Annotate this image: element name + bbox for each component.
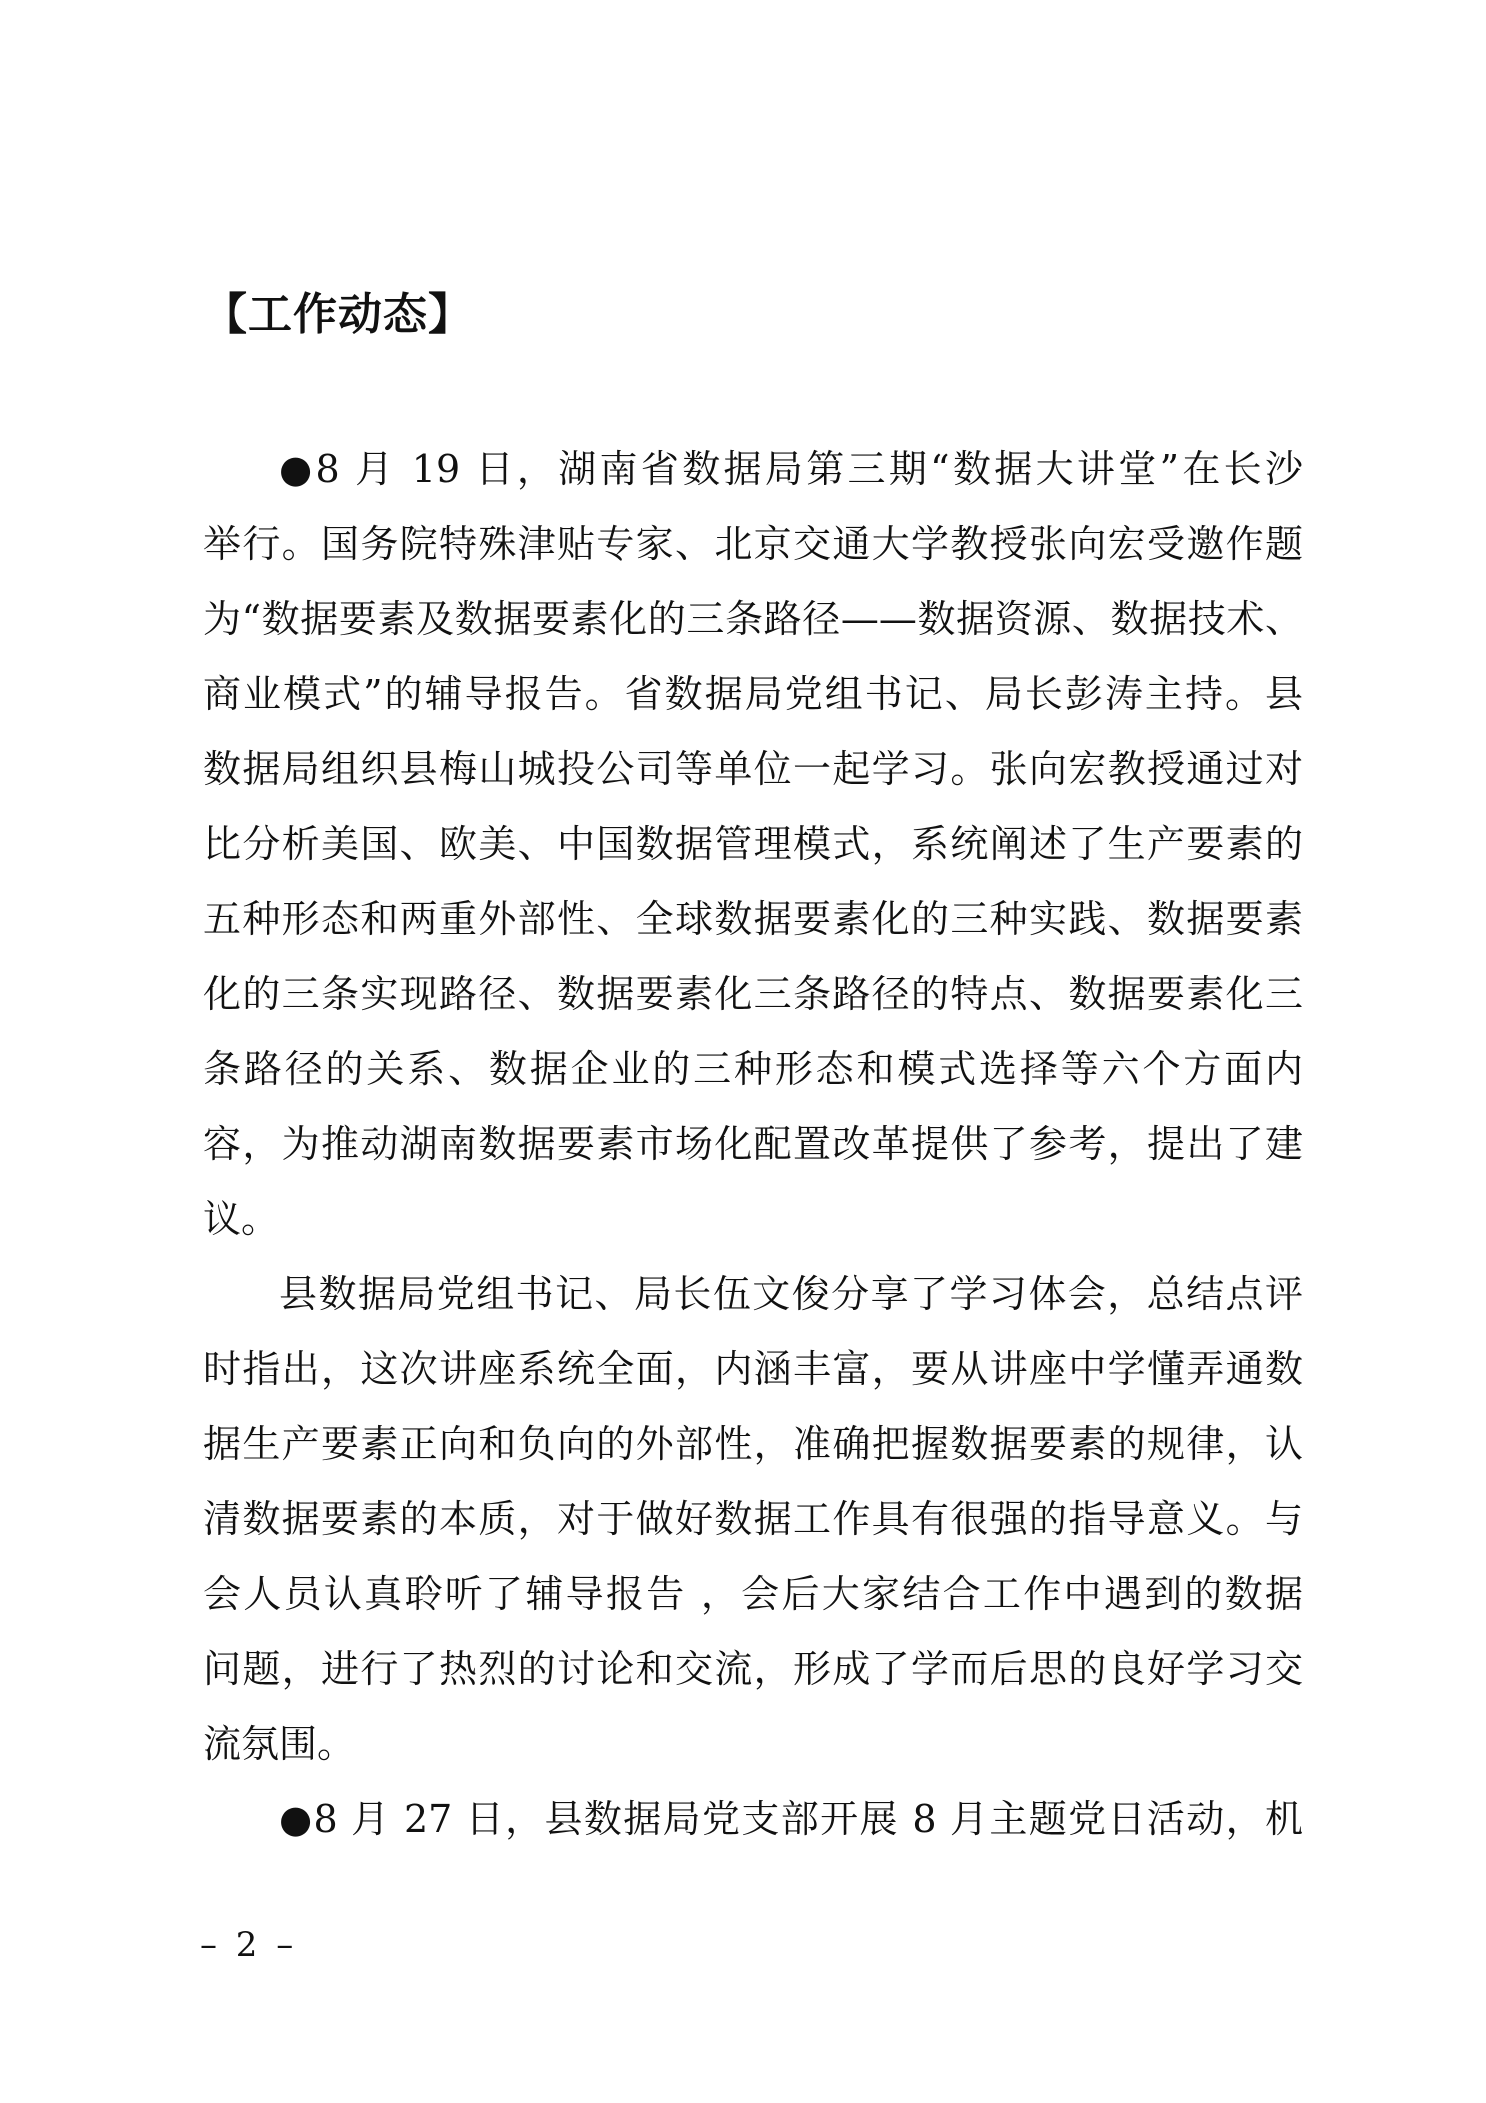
text-line: ●8 月 27 日，县数据局党支部开展 8 月主题党日活动，机 (279, 1797, 1303, 1841)
text-line: 为“数据要素及数据要素化的三条路径——数据资源、数据技术、 (203, 597, 1303, 641)
text-line: 五种形态和两重外部性、全球数据要素化的三种实践、数据要素 (203, 897, 1303, 941)
text-line: 比分析美国、欧美、中国数据管理模式，系统阐述了生产要素的 (203, 822, 1303, 866)
text-line: 会人员认真聆听了辅导报告 ，会后大家结合工作中遇到的数据 (203, 1572, 1303, 1616)
text-line: 举行。国务院特殊津贴专家、北京交通大学教授张向宏受邀作题 (203, 522, 1303, 566)
text-line: ●8 月 19 日，湖南省数据局第三期“数据大讲堂”在长沙 (279, 447, 1303, 491)
text-line: 数据局组织县梅山城投公司等单位一起学习。张向宏教授通过对 (203, 747, 1303, 791)
paragraph-3 (203, 1782, 1303, 1857)
text-line: 时指出，这次讲座系统全面，内涵丰富，要从讲座中学懂弄通数 (203, 1347, 1303, 1391)
text-line: 清数据要素的本质，对于做好数据工作具有很强的指导意义。与 (203, 1497, 1303, 1541)
text-line: 议。 (203, 1197, 280, 1241)
paragraph-1 (203, 432, 1303, 1257)
text-line: 据生产要素正向和负向的外部性，准确把握数据要素的规律，认 (203, 1422, 1303, 1466)
text-line: 商业模式”的辅导报告。省数据局党组书记、局长彭涛主持。县 (203, 672, 1303, 716)
paragraph-2 (203, 1257, 1303, 1782)
section-title: 【工作动态】 (203, 289, 473, 340)
text-line: 问题，进行了热烈的讨论和交流，形成了学而后思的良好学习交 (203, 1647, 1303, 1691)
page-number: – 2 – (200, 1925, 298, 1965)
text-line: 容，为推动湖南数据要素市场化配置改革提供了参考，提出了建 (203, 1122, 1303, 1166)
text-line: 流氛围。 (203, 1722, 356, 1766)
text-line: 化的三条实现路径、数据要素化三条路径的特点、数据要素化三 (203, 972, 1303, 1016)
text-line: 条路径的关系、数据企业的三种形态和模式选择等六个方面内 (203, 1047, 1303, 1091)
document-body (203, 432, 1303, 1857)
text-line: 县数据局党组书记、局长伍文俊分享了学习体会，总结点评 (279, 1272, 1303, 1316)
